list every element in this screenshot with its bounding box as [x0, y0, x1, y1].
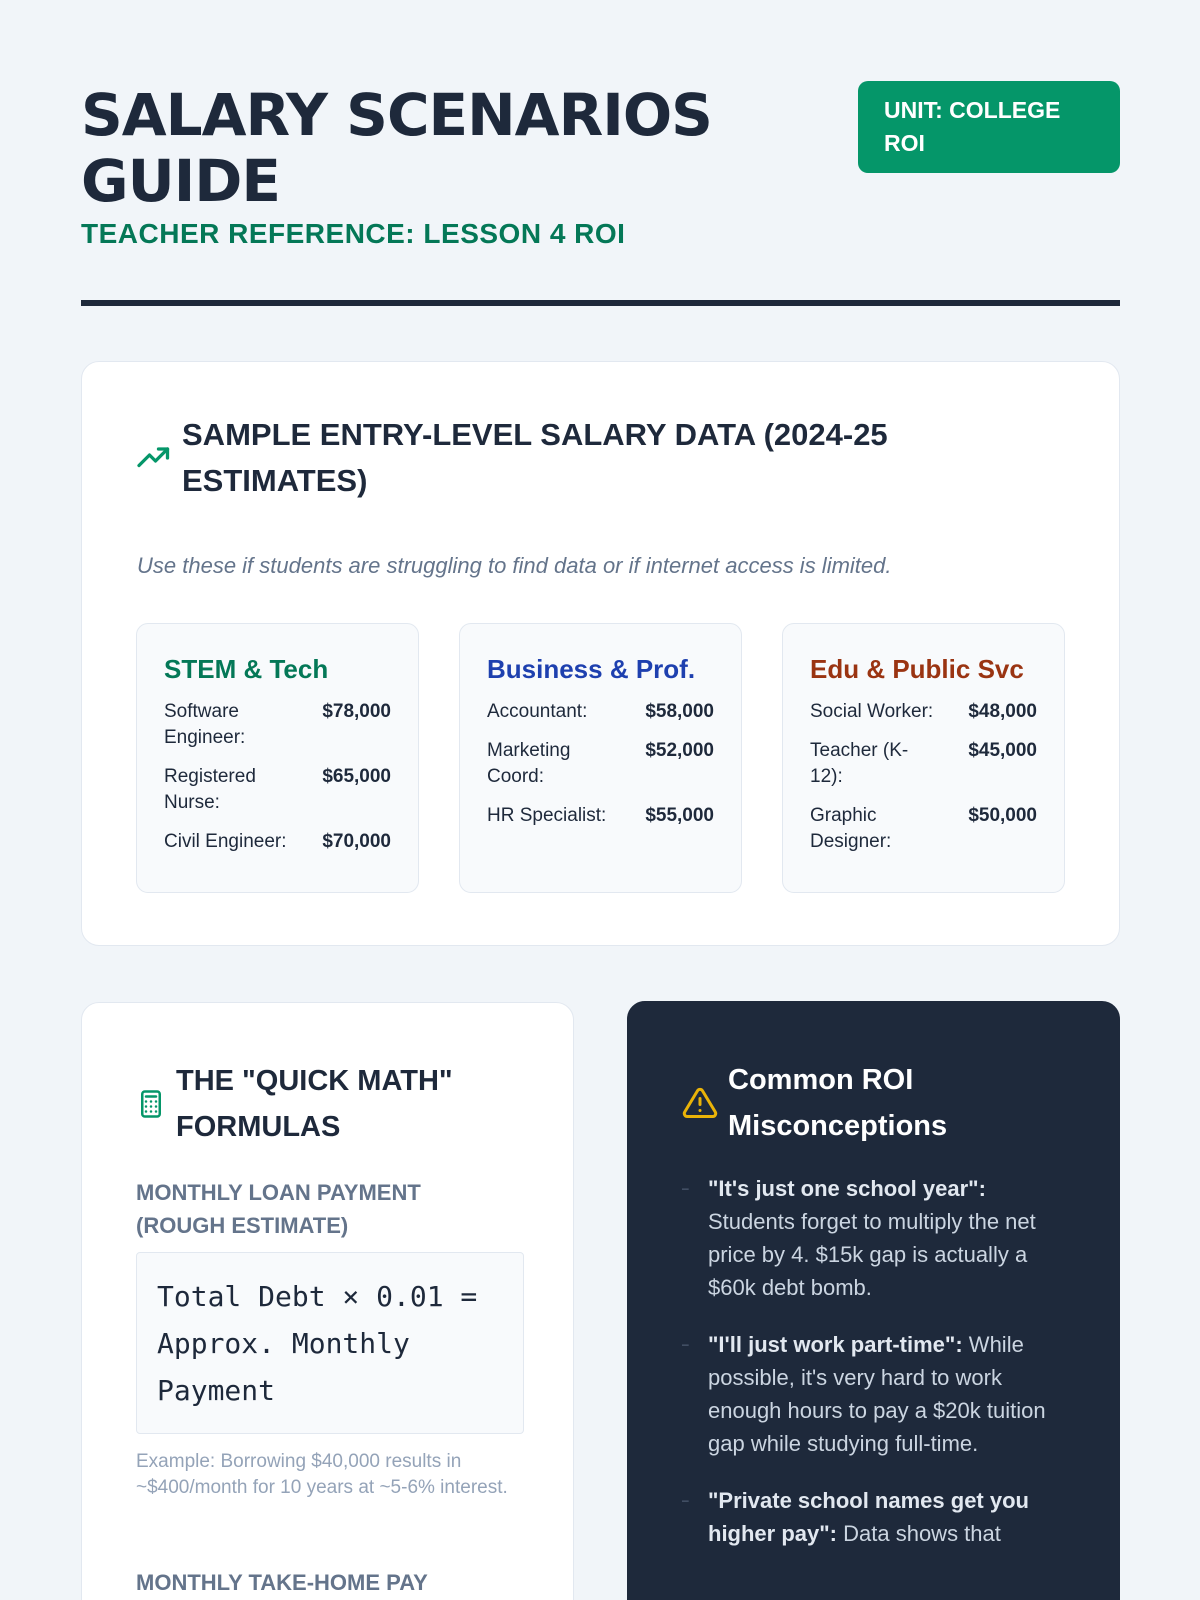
role-label: Marketing Coord:: [487, 740, 571, 787]
salary-value: $58,000: [645, 701, 714, 722]
salary-card-note: Use these if students are struggling to find data or if internet access is limited.: [137, 553, 892, 578]
misconception-title: "I'll just work part-time":: [708, 1332, 963, 1357]
salary-card-header: [136, 412, 1016, 504]
header: [81, 0, 1120, 308]
header-divider: [81, 300, 1120, 306]
loan-formula: Total Debt × 0.01 = Approx. Monthly Payment: [136, 1252, 524, 1434]
loan-example: Example: Borrowing $40,000 results in ~$400/month for 10 years at ~5-6% interest.: [136, 1451, 508, 1498]
misconception-body: Students forget to multiply the net price by 4. $15k gap is actually a $60k debt bomb.: [708, 1209, 1036, 1300]
misconceptions-card: [627, 1001, 1120, 1600]
role-label: Accountant:: [487, 701, 588, 722]
salary-card-title: SAMPLE ENTRY-LEVEL SALARY DATA (2024-25 ESTIMATES): [182, 417, 888, 498]
salary-column-business: [459, 623, 742, 893]
salary-value: $78,000: [322, 701, 391, 722]
loan-payment-label: MONTHLY LOAN PAYMENT (ROUGH ESTIMATE): [136, 1180, 421, 1238]
misconceptions-list: [682, 1172, 1072, 1574]
role-label: Social Worker:: [810, 701, 934, 722]
role-label: Graphic Designer:: [810, 805, 892, 852]
list-item: [682, 1172, 1072, 1304]
misconception-body: While possible, it's very hard to work enough hours to pay a $20k tuition gap while studying full-time.: [708, 1332, 1046, 1456]
bullet: –: [682, 1493, 689, 1507]
list-item-text: [708, 1484, 1072, 1550]
role-label: Software Engineer:: [164, 701, 246, 748]
list-item: [682, 1484, 1072, 1550]
misconception-title: "It's just one school year":: [708, 1176, 986, 1201]
misconception-body: Data shows that: [837, 1521, 1001, 1546]
calculator-icon: [136, 1089, 166, 1119]
role-label: HR Specialist:: [487, 805, 607, 826]
take-home-label: MONTHLY TAKE-HOME PAY: [136, 1570, 428, 1595]
page-subtitle: TEACHER REFERENCE: LESSON 4 ROI: [81, 218, 626, 249]
salary-row: [164, 829, 391, 855]
role-label: Teacher (K-12):: [810, 740, 909, 787]
salary-value: $65,000: [322, 766, 391, 787]
salary-row: [810, 803, 1037, 855]
misconceptions-card-header: [682, 1057, 1082, 1149]
misconception-title: "Private school names get you higher pay":: [708, 1488, 1029, 1546]
salary-row: [487, 803, 714, 829]
column-heading: STEM & Tech: [164, 654, 329, 684]
salary-column-stem: [136, 623, 419, 893]
formulas-card: [81, 1002, 574, 1600]
salary-data-card: [81, 361, 1120, 946]
bullet: –: [682, 1337, 689, 1351]
salary-row: [810, 738, 1037, 790]
list-item-text: [708, 1328, 1072, 1460]
salary-row: [487, 699, 714, 725]
salary-value: $50,000: [968, 805, 1037, 826]
salary-value: $48,000: [968, 701, 1037, 722]
salary-value: $52,000: [645, 740, 714, 761]
misconceptions-card-title: Common ROI Misconceptions: [728, 1064, 948, 1142]
page-title: SALARY SCENARIOS GUIDE: [81, 81, 712, 215]
salary-row: [164, 699, 391, 751]
salary-row: [164, 764, 391, 816]
salary-row: [487, 738, 714, 790]
salary-row: [810, 699, 1037, 725]
formulas-card-header: [136, 1058, 536, 1150]
salary-value: $70,000: [322, 831, 391, 852]
salary-value: $55,000: [645, 805, 714, 826]
formulas-card-title: THE "QUICK MATH" FORMULAS: [176, 1065, 453, 1143]
page: [81, 0, 1120, 1595]
bullet: –: [682, 1181, 689, 1195]
role-label: Civil Engineer:: [164, 831, 287, 852]
list-item-text: [708, 1172, 1072, 1304]
salary-column-education: [782, 623, 1065, 893]
column-heading: Business & Prof.: [487, 654, 696, 684]
warning-icon: [682, 1085, 718, 1121]
salary-columns: [136, 623, 1066, 893]
trending-up-icon: [136, 440, 172, 476]
role-label: Registered Nurse:: [164, 766, 256, 813]
column-heading: Edu & Public Svc: [810, 654, 1024, 684]
salary-value: $45,000: [968, 740, 1037, 761]
list-item: [682, 1328, 1072, 1460]
unit-badge: UNIT: COLLEGE ROI: [858, 81, 1120, 173]
